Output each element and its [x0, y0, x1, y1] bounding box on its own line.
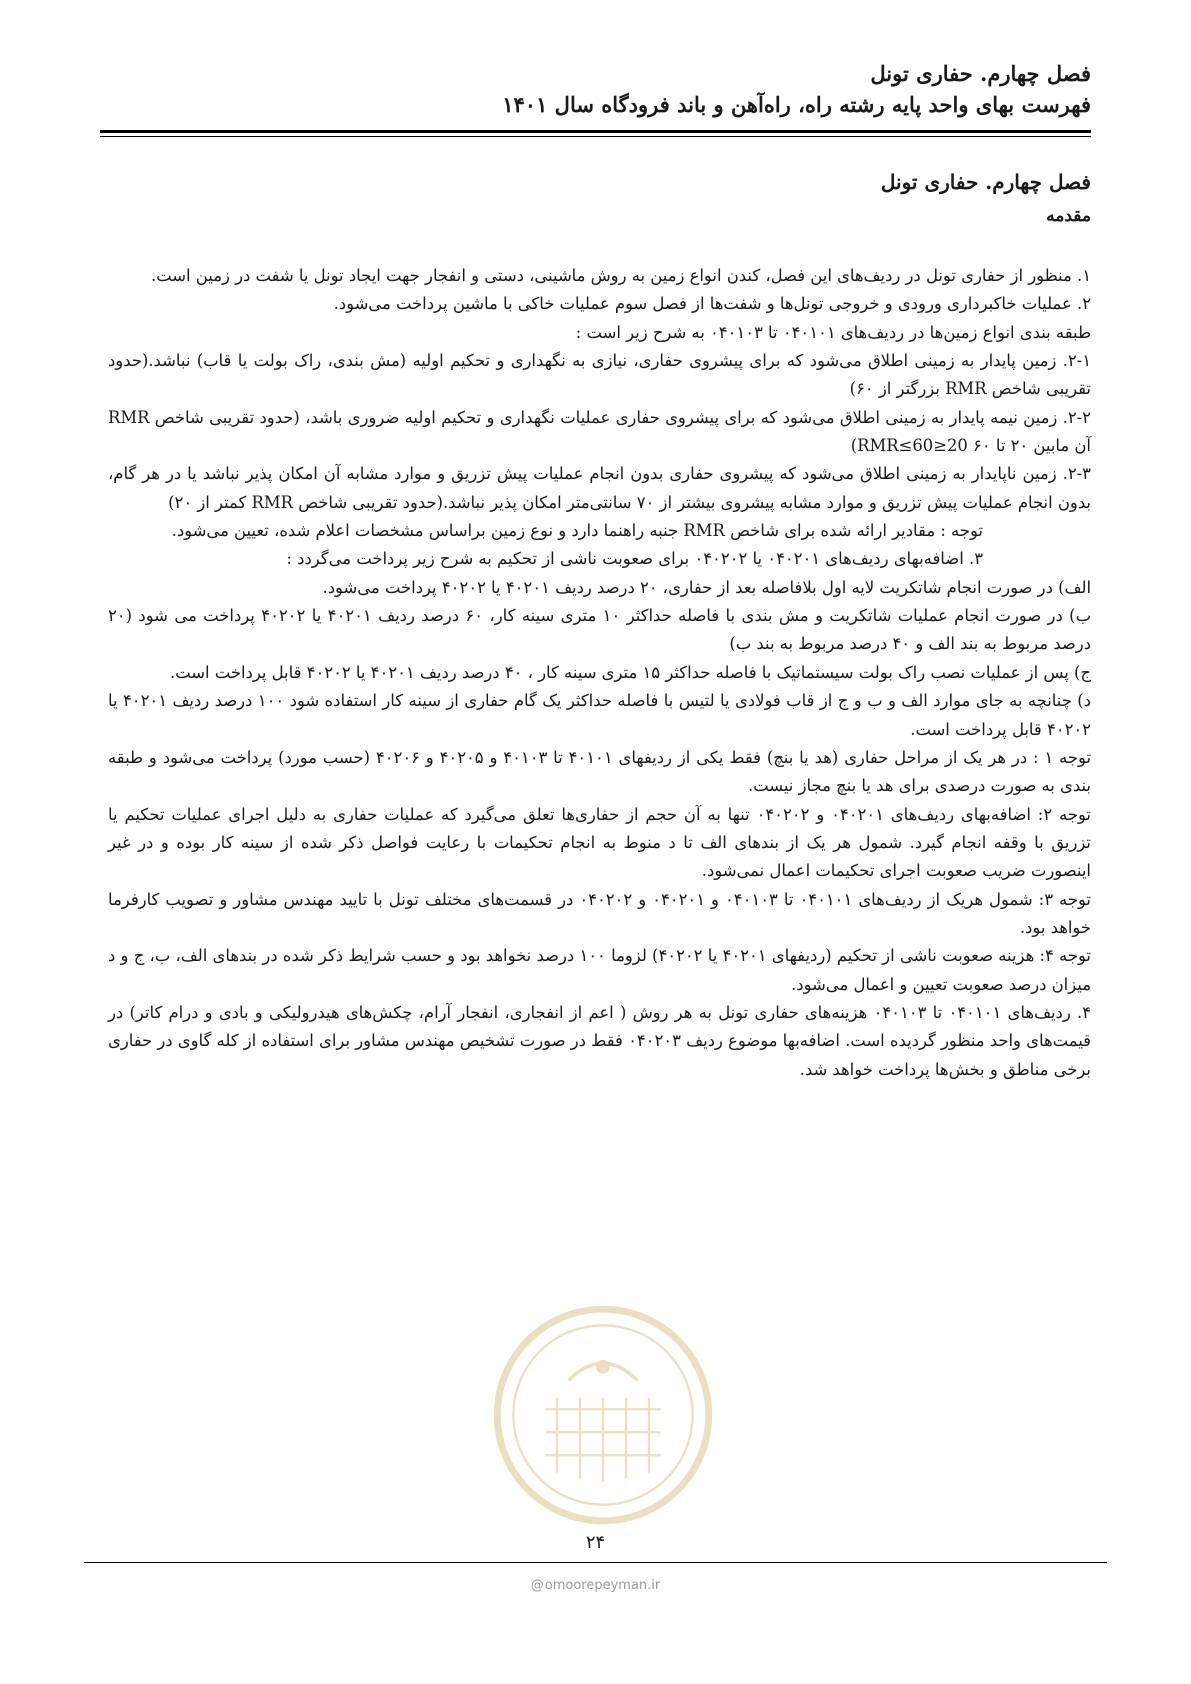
page-number: ۲۴: [585, 1532, 606, 1553]
paragraph-14: توجه ۲: اضافه‌بهای ردیف‌های ۰۴۰۲۰۱ و ۰۴۰۲۰۲ تنها به آن حجم از حفاری‌ها تعلق می‌گیرد که عملیات حفاری به دلیل اجرای عملیات تحکیم یا تزریق با وقفه انجام گیرد. شمول هر یک از بندهای الف تا د منوط به انجام تحکیمات با رعایت فواصل ذکر شده از سینه کار بوده و در غیر اینصورت ضریب صعوبت اجرای تحکیمات اعمال نمی‌شود.: [108, 804, 1091, 881]
paragraph-6: ۲-۳. زمین ناپایدار به زمینی اطلاق می‌شود که پیشروی حفاری بدون انجام عملیات پیش تزریق و موارد مشابه آن امکان پذیر نباشد یا در هر گام، بدون انجام عملیات پیش تزریق و موارد مشابه پیشروی بیشتر از ۷۰ سانتی‌متر امکان پذیر نباشد.(حدود تقریبی شاخص RMR کمتر از ۲۰): [108, 464, 1091, 512]
paragraph-3: طبقه بندی انواع زمین‌ها در ردیف‌های ۰۴۰۱۰۱ تا ۰۴۰۱۰۳ به شرح زیر است :: [575, 322, 1091, 342]
page-header: [100, 58, 1091, 120]
footer-site-label: omoorepeyman.ir: [544, 1578, 661, 1593]
paragraph-7: توجه : مقادیر ارائه شده برای شاخص RMR جنبه راهنما دارد و نوع زمین براساس مشخصات اعلام شده، تعیین می‌شود.: [171, 521, 983, 541]
paragraph-5: ۲-۲. زمین نیمه پایدار به زمینی اطلاق می‌شود که برای پیشروی حفاری عملیات نگهداری و تحکیم اولیه ضروری باشد، (حدود تقریبی شاخص RMR آن مابین ۲۰ تا ۶۰ 20≤RMR≤60): [108, 407, 1091, 456]
paragraph-12: د) چنانچه به جای موارد الف و ب و ج از قاب فولادی یا لتیس با فاصله حداکثر یک گام حفاری از سینه کار استفاده شود ۱۰۰ درصد ردیف ۴۰۲۰۱ یا ۴۰۲۰۲ قابل پرداخت است.: [108, 691, 1091, 739]
at-icon: @: [530, 1578, 544, 1593]
header-rule-thick: [100, 130, 1091, 133]
header-title: فهرست بهای واحد پایه رشته راه، راه‌آهن و باند فرودگاه سال ۱۴۰۱: [502, 92, 1091, 117]
paragraph-2: ۲. عملیات خاکبرداری ورودی و خروجی تونل‌ها و شفت‌ها از فصل سوم عملیات خاکی با ماشین پرداخت می‌شود.: [333, 294, 1091, 314]
paragraph-13: توجه ۱ : در هر یک از مراحل حفاری (هد یا بنچ) فقط یکی از ردیفهای ۴۰۱۰۱ تا ۴۰۱۰۳ و ۴۰۲۰۵ و ۴۰۲۰۶ (حسب مورد) پرداخت می‌شود و طبقه بندی به صورت درصدی برای هد یا بنچ مجاز نیست.: [108, 747, 1092, 796]
paragraph-17: ۴. ردیف‌های ۰۴۰۱۰۱ تا ۰۴۰۱۰۳ هزینه‌های حفاری تونل به هر روش ( اعم از انفجاری، انفجار آرام، چکش‌های هیدرولیکی و بادی و درام کاتر) در قیمت‌های واحد منظور گردیده است. اضافه‌بها موضوع ردیف ۰۴۰۲۰۳ فقط در صورت تشخیص مهندس مشاور برای استفاده از کله گاوی در حفاری برخی مناطق و بخش‌ها پرداخت خواهد شد.: [107, 1002, 1092, 1079]
paragraph-11: ج) پس از عملیات نصب راک بولت سیستماتیک با فاصله حداکثر ۱۵ متری سینه کار ، ۴۰ درصد ردیف ۴۰۲۰۱ یا ۴۰۲۰۲ قابل پرداخت است.: [169, 662, 1091, 682]
seal-watermark-icon: [488, 1300, 718, 1530]
paragraph-15: توجه ۳: شمول هریک از ردیف‌های ۰۴۰۱۰۱ تا ۰۴۰۱۰۳ و ۰۴۰۲۰۱ و ۰۴۰۲۰۲ در قسمت‌های مختلف تونل با تایید مهندس مشاور و تصویب کارفرما خواهد بود.: [108, 889, 1091, 937]
paragraph-1: ۱. منظور از حفاری تونل در ردیف‌های این فصل، کندن انواع زمین به روش ماشینی، دستی و انفجار جهت ایجاد تونل یا شفت در زمین است.: [150, 266, 1091, 285]
paragraph-8: ۳. اضافه‌بهای ردیف‌های ۰۴۰۲۰۱ یا ۰۴۰۲۰۲ برای صعوبت ناشی از تحکیم به شرح زیر پرداخت می‌گردد :: [286, 549, 983, 569]
footer-site[interactable]: [0, 1578, 1191, 1593]
body-text: [108, 262, 1091, 1084]
footer-rule: [84, 1562, 1107, 1563]
paragraph-9: الف) در صورت انجام شاتکریت لایه اول بلافاصله بعد از حفاری، ۲۰ درصد ردیف ۴۰۲۰۱ یا ۴۰۲۰۲ پرداخت می‌شود.: [322, 577, 1091, 597]
paragraph-16: توجه ۴: هزینه صعوبت ناشی از تحکیم (ردیفهای ۴۰۲۰۱ یا ۴۰۲۰۲) لزوما ۱۰۰ درصد نخواهد بود و حسب شرایط ذکر شده در بندهای الف، ب، ج و د میزان درصد صعوبت تعیین و اعمال می‌شود.: [108, 946, 1091, 994]
header-chapter: فصل چهارم. حفاری تونل: [870, 61, 1091, 86]
intro-heading: مقدمه: [1046, 206, 1091, 226]
paragraph-4: ۲-۱. زمین پایدار به زمینی اطلاق می‌شود که برای پیشروی حفاری، نیازی به نگهداری و تحکیم اولیه (مش بندی، راک بولت یا قاب) نباشد.(حدود تقریبی شاخص RMR بزرگتر از ۶۰): [108, 351, 1092, 399]
header-rule-thin: [100, 136, 1091, 137]
chapter-title: فصل چهارم. حفاری تونل: [880, 170, 1091, 194]
paragraph-10: ب) در صورت انجام عملیات شاتکریت و مش بندی با فاصله حداکثر ۱۰ متری سینه کار، ۶۰ درصد ردیف ۴۰۲۰۱ یا ۴۰۲۰۲ پرداخت می شود (۲۰ درصد مربوط به بند الف و ۴۰ درصد مربوط به بند ب): [108, 606, 1091, 654]
